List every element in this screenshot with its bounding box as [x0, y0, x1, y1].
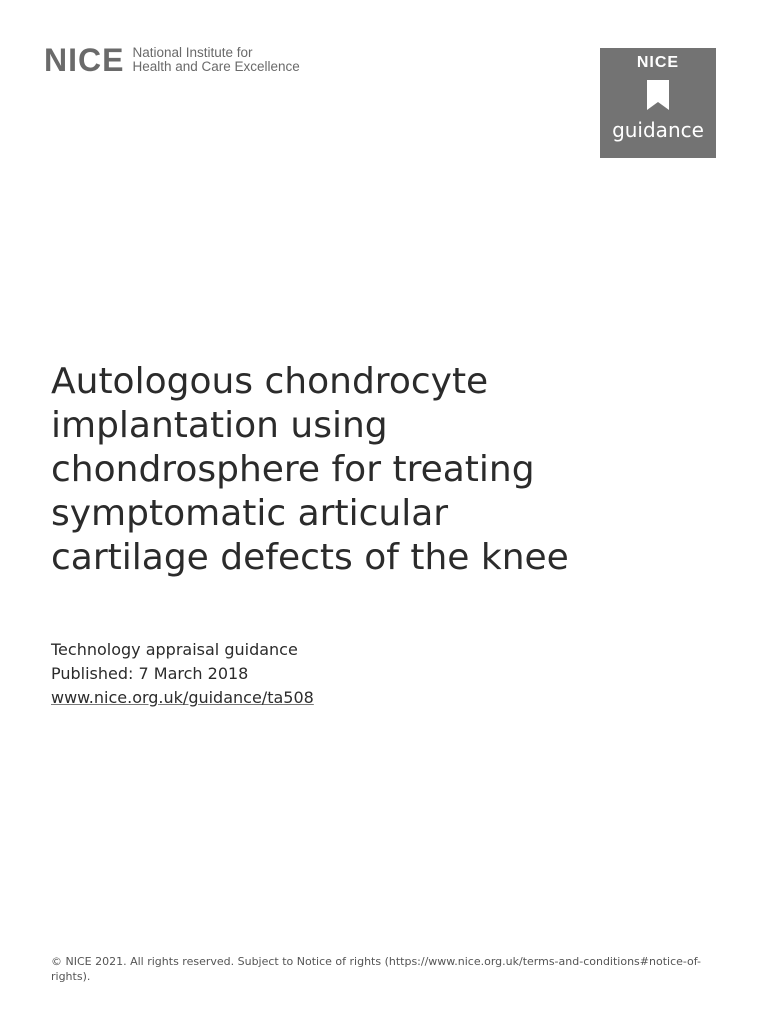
title-line: symptomatic articular: [51, 493, 449, 534]
logo-tagline-line1: National Institute for: [132, 45, 253, 60]
document-meta: [51, 638, 314, 710]
published-date: Published: 7 March 2018: [51, 664, 249, 683]
nice-logo: [44, 44, 300, 76]
copyright-footer: © NICE 2021. All rights reserved. Subject to Notice of rights (https://www.nice.org.uk/terms-and-conditions#notice-of-rights).: [51, 955, 702, 983]
guidance-url-link[interactable]: www.nice.org.uk/guidance/ta508: [51, 688, 314, 707]
logo-tagline: [132, 46, 299, 74]
logo-tagline-line2: Health and Care Excellence: [132, 59, 300, 74]
badge-label: guidance: [612, 118, 704, 142]
badge-brand: NICE: [636, 54, 680, 71]
guidance-type: Technology appraisal guidance: [51, 640, 298, 659]
bookmark-icon: [647, 80, 669, 110]
logo-wordmark: NICE: [44, 42, 125, 78]
document-title: [51, 360, 691, 580]
nice-guidance-badge: [600, 48, 716, 158]
title-line: cartilage defects of the knee: [51, 537, 569, 578]
title-line: chondrosphere for treating: [51, 449, 535, 490]
title-line: implantation using: [51, 405, 388, 446]
title-line: Autologous chondrocyte: [51, 361, 489, 402]
